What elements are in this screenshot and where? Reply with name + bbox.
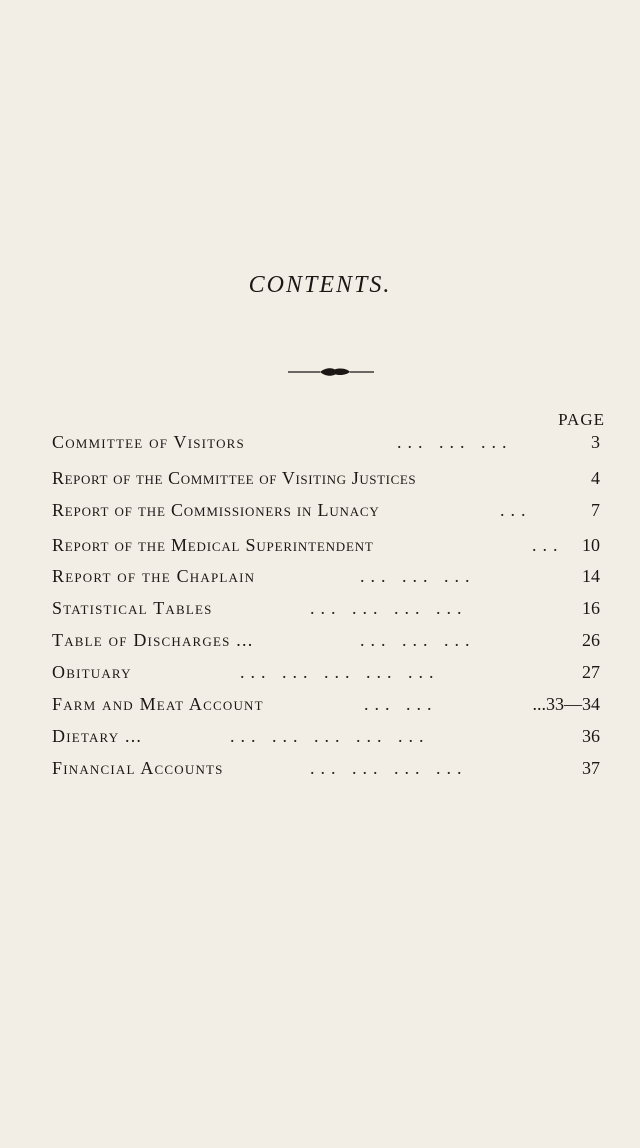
page-title: CONTENTS.: [248, 272, 392, 298]
toc-entry-title: Report of the Medical Superintendent: [52, 535, 374, 555]
toc-entry: [52, 432, 600, 462]
toc-entry-leader: ... ...: [364, 694, 438, 714]
toc-entry-leader: ...: [532, 535, 564, 555]
toc-entry-page: 10: [582, 535, 600, 555]
toc-entry-leader: ... ... ... ... ...: [230, 726, 430, 746]
toc-entry-title: Table of Discharges ...: [52, 630, 254, 650]
toc-entry-page: 3: [591, 432, 600, 452]
toc-entry-title: Report of the Chaplain: [52, 566, 256, 586]
toc-entry-title: Farm and Meat Account: [52, 694, 264, 714]
toc-entry: [52, 758, 600, 788]
toc-entry-title: Statistical Tables: [52, 598, 213, 618]
toc-entry-leader: ... ... ... ... ...: [240, 662, 440, 682]
toc-entry-title: Report of the Commissioners in Lunacy: [52, 500, 380, 520]
toc-entry-title: Dietary ...: [52, 726, 143, 746]
toc-entry-page: 16: [582, 598, 600, 618]
toc-entry-title: Report of the Committee of Visiting Justices: [52, 468, 417, 488]
toc-entry: [52, 726, 600, 756]
toc-entry: [52, 662, 600, 692]
ornament-divider-icon: [286, 365, 376, 379]
toc-entry-page: 27: [582, 662, 600, 682]
toc-entry-leader: ... ... ... ...: [310, 758, 468, 778]
toc-entry-leader: ... ... ...: [360, 566, 476, 586]
toc-entry: [52, 694, 600, 724]
toc-entry-page: 4: [591, 468, 600, 488]
toc-entry-page: 36: [582, 726, 600, 746]
toc-entry-title: Obituary: [52, 662, 132, 682]
toc-entry: [52, 598, 600, 628]
toc-entry-leader: ... ... ... ...: [310, 598, 468, 618]
toc-entry: [52, 468, 600, 498]
toc-entry-page: 26: [582, 630, 600, 650]
toc-entry-page: 14: [582, 566, 600, 586]
toc-entry-leader: ... ... ...: [397, 432, 513, 452]
toc-entry: [52, 535, 600, 565]
toc-entry-page: ...33—34: [532, 694, 600, 714]
toc-entry-leader: ...: [500, 500, 532, 520]
toc-entry-page: 7: [591, 500, 600, 520]
toc-entry: [52, 630, 600, 660]
toc-entry-title: Committee of Visitors: [52, 432, 245, 452]
toc-entry-leader: ... ... ...: [360, 630, 476, 650]
toc-entry-title: Financial Accounts: [52, 758, 224, 778]
toc-entry-page: 37: [582, 758, 600, 778]
toc-entry: [52, 566, 600, 596]
toc-entry: [52, 500, 600, 530]
page-column-label: PAGE: [558, 410, 605, 429]
